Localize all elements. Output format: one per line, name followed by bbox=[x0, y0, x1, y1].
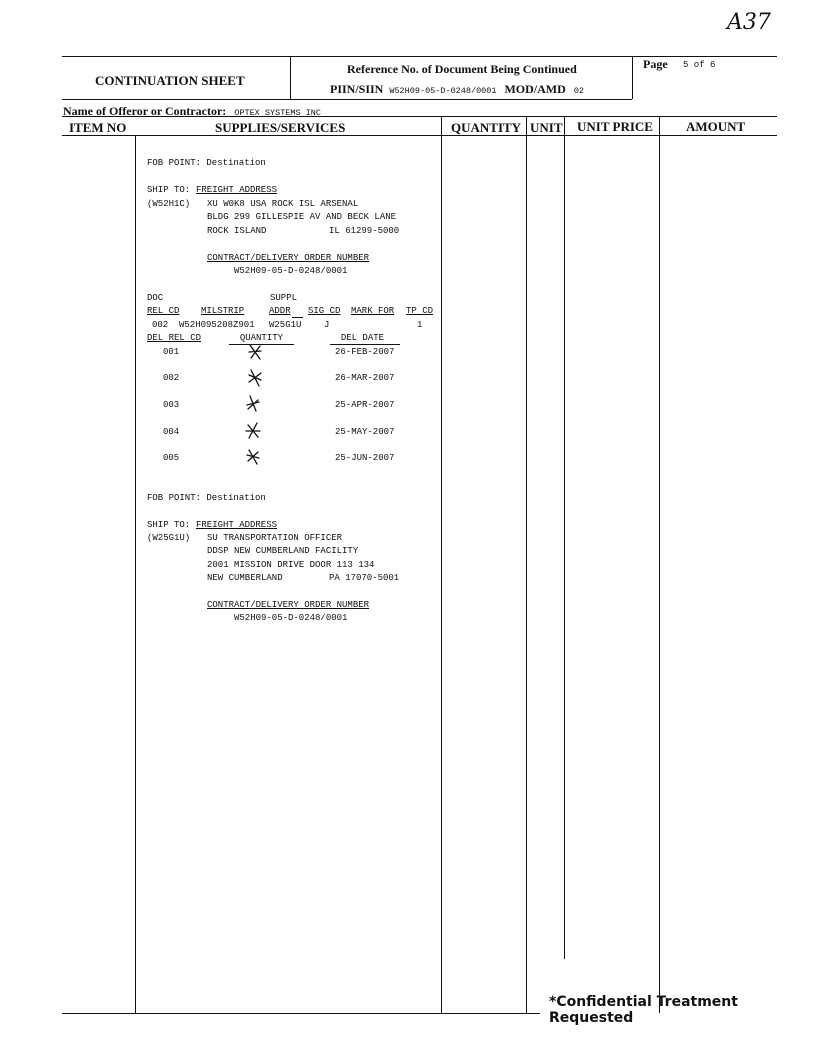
release-tp-cd: 1 bbox=[417, 320, 423, 330]
bottom-rule bbox=[62, 1013, 540, 1014]
offeror-row bbox=[63, 102, 321, 120]
del-date-header-text: DEL DATE bbox=[340, 333, 385, 343]
delivery-date: 25-JUN-2007 bbox=[335, 453, 395, 463]
delivery-code: 002 bbox=[163, 373, 180, 383]
delivery-code: 001 bbox=[163, 347, 180, 357]
del-rel-cd-header: DEL REL CD bbox=[147, 333, 202, 343]
ship-to-label-2: SHIP TO: bbox=[147, 520, 191, 530]
col-unit-price: UNIT PRICE bbox=[577, 119, 653, 134]
address-line-2c: 2001 MISSION DRIVE DOOR 113 134 bbox=[207, 560, 375, 570]
contract-label-2: CONTRACT/DELIVERY ORDER NUMBER bbox=[207, 600, 370, 610]
address-line-1a: XU W0K8 USA ROCK ISL ARSENAL bbox=[207, 199, 359, 209]
confidential-notice: *Confidential Treatment Requested bbox=[549, 994, 738, 1026]
mark-for-header: MARK FOR bbox=[351, 306, 395, 316]
redaction-asterisk bbox=[249, 370, 261, 386]
sig-cd-header: SIG CD bbox=[308, 306, 341, 316]
col-item-no: ITEM NO bbox=[69, 120, 127, 135]
address-city-2: NEW CUMBERLAND bbox=[207, 573, 283, 583]
fob-point-1: FOB POINT: Destination bbox=[147, 158, 266, 168]
column-header-top-rule bbox=[62, 116, 777, 117]
release-addr: W25G1U bbox=[269, 320, 302, 330]
delivery-code: 005 bbox=[163, 453, 180, 463]
page-label: Page bbox=[643, 57, 668, 71]
page-number: 5 of 6 bbox=[683, 60, 716, 70]
address-city-1: ROCK ISLAND bbox=[207, 226, 267, 236]
piin-label: PIIN/SIIN bbox=[330, 82, 384, 96]
handwritten-page-mark: A37 bbox=[727, 10, 771, 35]
contract-number-2: W52H09-05-D-0248/0001 bbox=[234, 613, 348, 623]
piin-row bbox=[330, 80, 584, 98]
redaction-asterisk bbox=[247, 450, 259, 464]
col-quantity: QUANTITY bbox=[451, 120, 522, 135]
delivery-date: 25-APR-2007 bbox=[335, 400, 395, 410]
address-line-2a: SU TRANSPORTATION OFFICER bbox=[207, 533, 343, 543]
col-supplies-services: SUPPLIES/SERVICES bbox=[215, 120, 346, 135]
address-state-2: PA 17070-5001 bbox=[329, 573, 400, 583]
mod-value: 02 bbox=[573, 86, 585, 96]
doc-label: DOC bbox=[147, 293, 164, 303]
fob-point-2: FOB POINT: Destination bbox=[147, 493, 266, 503]
del-date-header bbox=[330, 333, 400, 345]
redaction-asterisk-marks bbox=[240, 340, 270, 470]
address-state-1: IL 61299-5000 bbox=[329, 226, 400, 236]
piin-value: W52H09-05-D-0248/0001 bbox=[389, 86, 497, 96]
contract-label-1: CONTRACT/DELIVERY ORDER NUMBER bbox=[207, 253, 370, 263]
redaction-asterisk bbox=[247, 396, 259, 411]
ship-to-value-1: FREIGHT ADDRESS bbox=[196, 185, 278, 195]
col-unit: UNIT bbox=[530, 120, 563, 135]
rel-cd-header: REL CD bbox=[147, 306, 180, 316]
address-code-2: (W25G1U) bbox=[147, 533, 191, 543]
address-code-1: (W52H1C) bbox=[147, 199, 191, 209]
redaction-asterisk bbox=[246, 423, 260, 438]
offeror-label: Name of Offeror or Contractor: bbox=[63, 104, 227, 118]
release-sig-cd: J bbox=[324, 320, 330, 330]
tp-cd-header: TP CD bbox=[406, 306, 434, 316]
suppl-label: SUPPL bbox=[270, 293, 298, 303]
column-header-bottom-rule bbox=[62, 135, 777, 136]
milstrip-header: MILSTRIP bbox=[201, 306, 245, 316]
ship-to-value-2: FREIGHT ADDRESS bbox=[196, 520, 278, 530]
address-line-1b: BLDG 299 GILLESPIE AV AND BECK LANE bbox=[207, 212, 397, 222]
delivery-code: 003 bbox=[163, 400, 180, 410]
addr-header-underline-extension bbox=[292, 317, 303, 318]
quantity-header-text: QUANTITY bbox=[239, 333, 284, 343]
mod-label: MOD/AMD bbox=[504, 82, 566, 96]
release-rel-cd: 002 bbox=[152, 320, 169, 330]
redaction-asterisk bbox=[249, 345, 261, 359]
ship-to-label-1: SHIP TO: bbox=[147, 185, 191, 195]
release-milstrip: W52H095208Z901 bbox=[179, 320, 255, 330]
delivery-code: 004 bbox=[163, 427, 180, 437]
delivery-date: 26-MAR-2007 bbox=[335, 373, 395, 383]
offeror-value: OPTEX SYSTEMS INC bbox=[234, 108, 321, 118]
addr-header: ADDR bbox=[269, 306, 291, 316]
contract-number-1: W52H09-05-D-0248/0001 bbox=[234, 266, 348, 276]
address-line-2b: DDSP NEW CUMBERLAND FACILITY bbox=[207, 546, 359, 556]
delivery-date: 25-MAY-2007 bbox=[335, 427, 395, 437]
reference-label: Reference No. of Document Being Continued bbox=[347, 62, 577, 76]
sheet-title: CONTINUATION SHEET bbox=[95, 73, 245, 88]
delivery-date: 26-FEB-2007 bbox=[335, 347, 395, 357]
col-amount: AMOUNT bbox=[686, 119, 746, 134]
